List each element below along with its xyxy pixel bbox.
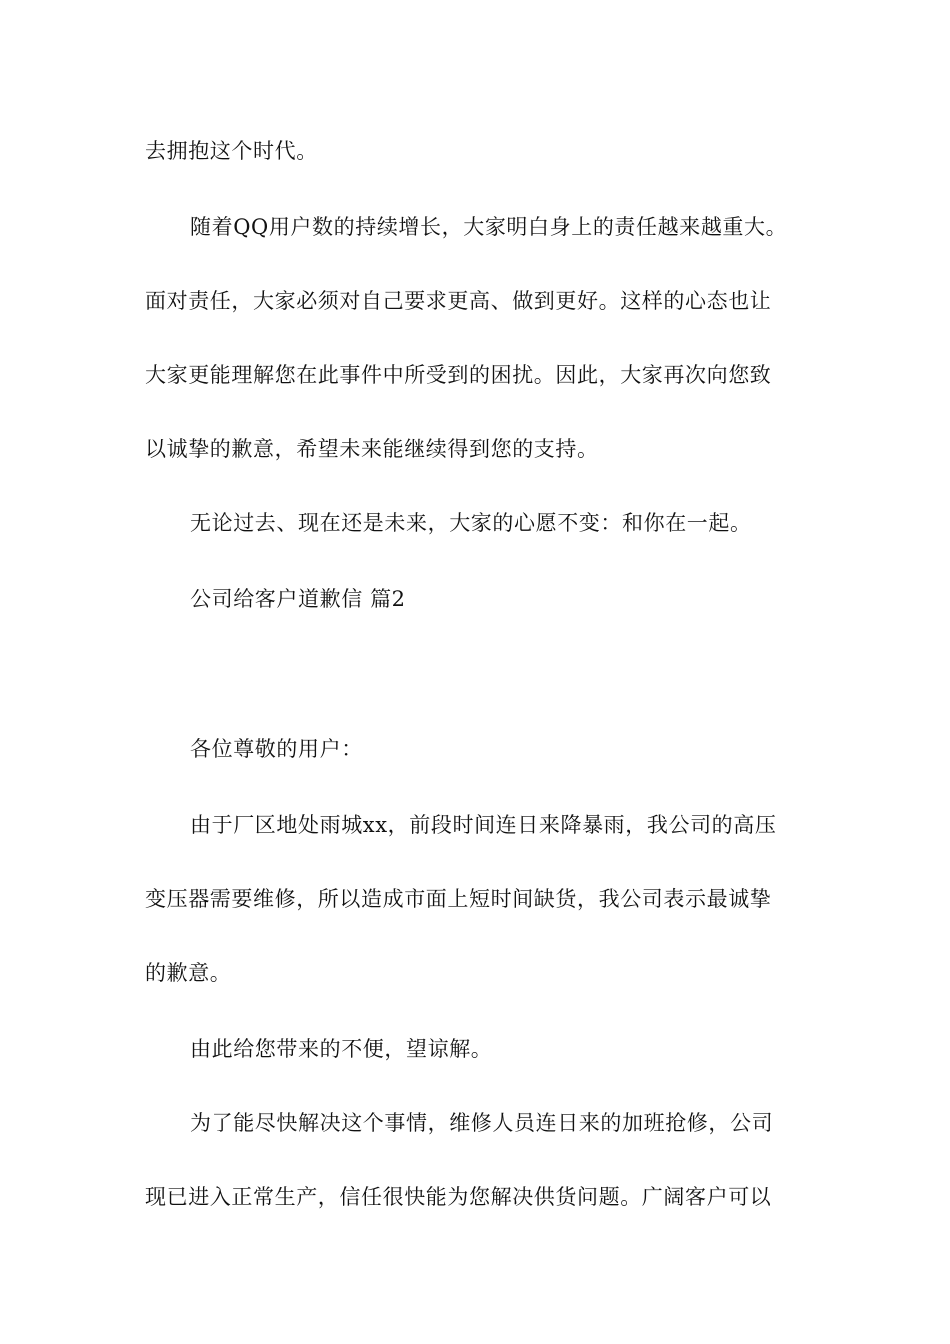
paragraph-line: 为了能尽快解决这个事情，维修人员连日来的加班抢修，公司 bbox=[190, 1111, 774, 1135]
paragraph-line: 去拥抱这个时代。 bbox=[145, 139, 318, 163]
paragraph-line: 由此给您带来的不便，望谅解。 bbox=[190, 1037, 493, 1061]
paragraph-line: 变压器需要维修，所以造成市面上短时间缺货，我公司表示最诚挚 bbox=[145, 887, 772, 911]
paragraph-line: 面对责任，大家必须对自己要求更高、做到更好。这样的心态也让 bbox=[145, 289, 772, 313]
paragraph-line: 无论过去、现在还是未来，大家的心愿不变：和你在一起。 bbox=[190, 511, 752, 535]
salutation: 各位尊敬的用户： bbox=[190, 737, 363, 761]
paragraph-line: 的歉意。 bbox=[145, 961, 232, 985]
paragraph-line: 由于厂区地处雨城xx，前段时间连日来降暴雨，我公司的高压 bbox=[190, 813, 777, 837]
paragraph-line: 以诚挚的歉意，希望未来能继续得到您的支持。 bbox=[145, 437, 599, 461]
paragraph-line: 随着QQ用户数的持续增长，大家明白身上的责任越来越重大。 bbox=[190, 215, 788, 239]
paragraph-line: 现已进入正常生产，信任很快能为您解决供货问题。广阔客户可以 bbox=[145, 1185, 772, 1209]
paragraph-line: 大家更能理解您在此事件中所受到的困扰。因此，大家再次向您致 bbox=[145, 363, 772, 387]
section-heading: 公司给客户道歉信 篇2 bbox=[190, 587, 406, 611]
